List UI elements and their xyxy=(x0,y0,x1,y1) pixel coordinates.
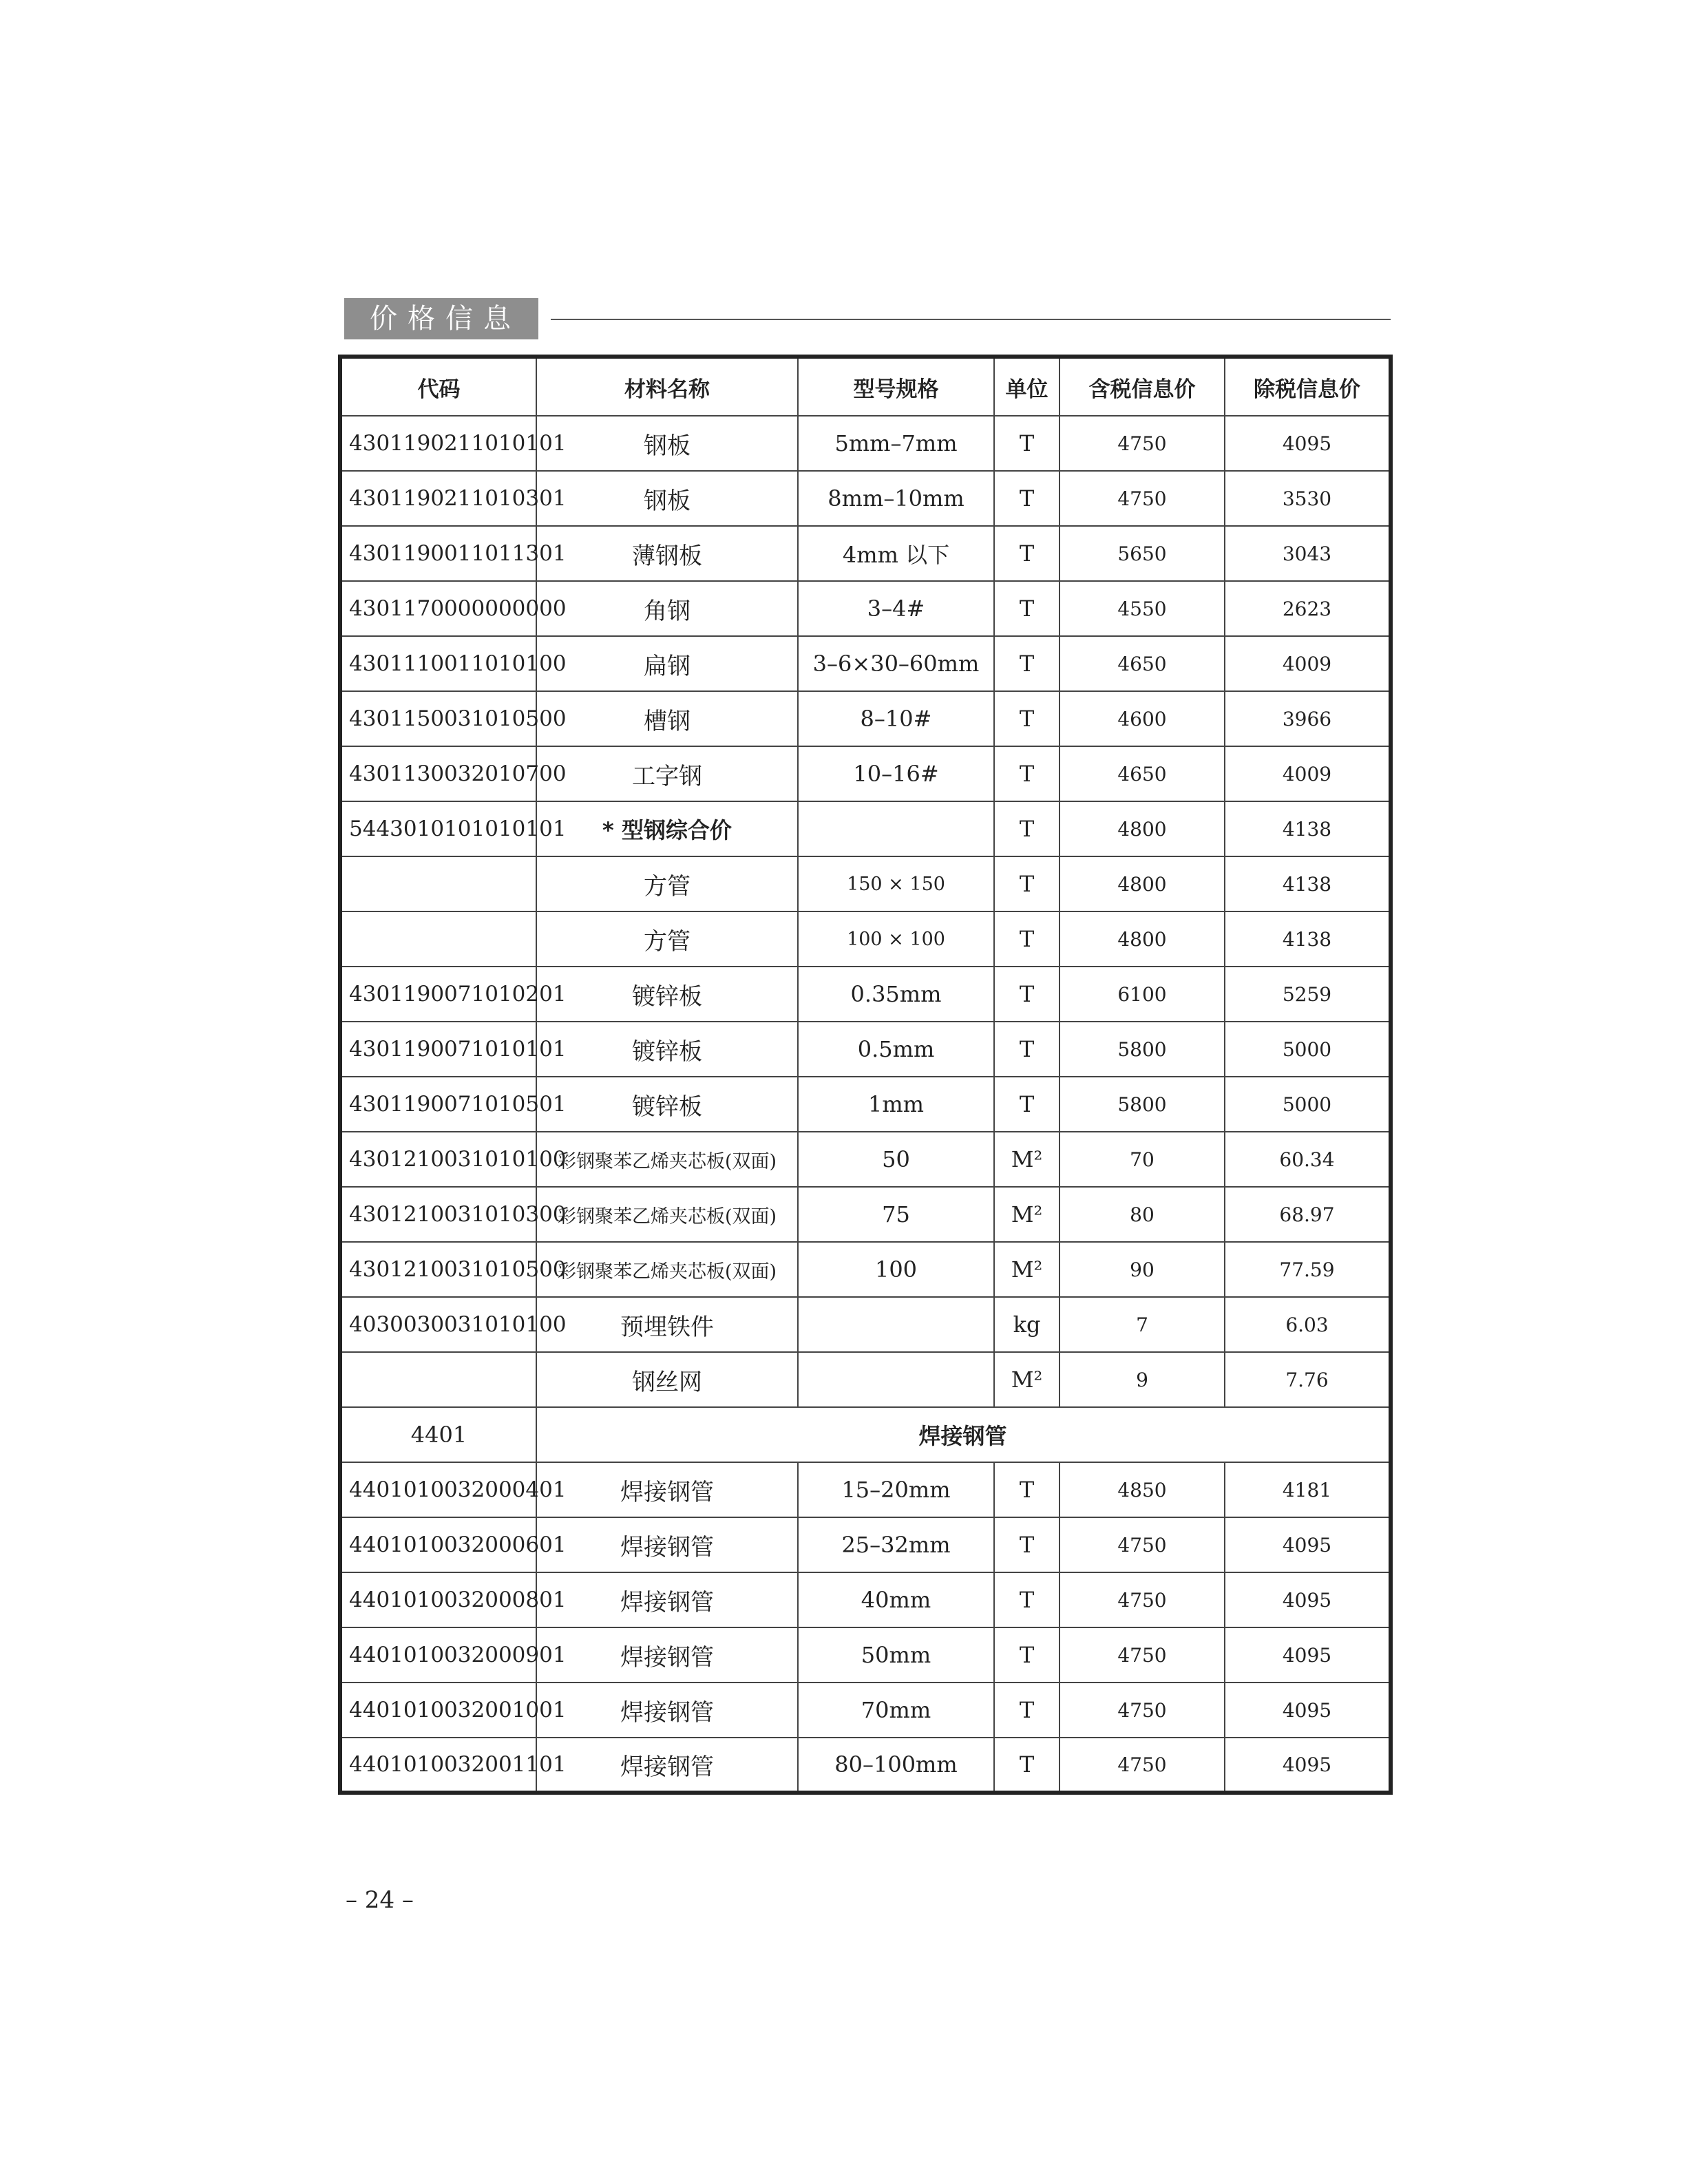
cell-spec: 0.5mm xyxy=(798,1022,994,1077)
cell-code: 4301130032010700 xyxy=(340,746,536,801)
cell-material-name: 焊接钢管 xyxy=(536,1517,798,1572)
cell-unit: T xyxy=(994,581,1059,636)
table-row xyxy=(340,1627,1391,1683)
cell-tax-price: 4550 xyxy=(1059,581,1225,636)
column-header-tax-price: 含税信息价 xyxy=(1059,357,1225,416)
cell-code: 4301210031010500 xyxy=(340,1242,536,1297)
table-row xyxy=(340,1297,1391,1352)
cell-unit: T xyxy=(994,1022,1059,1077)
cell-spec: 150 × 150 xyxy=(798,856,994,911)
cell-code xyxy=(340,911,536,967)
cell-material-name: 焊接钢管 xyxy=(536,1462,798,1517)
cell-spec: 75 xyxy=(798,1187,994,1242)
column-header-code: 代码 xyxy=(340,357,536,416)
cell-ex-tax-price: 4138 xyxy=(1225,911,1391,967)
cell-code: 5443010101010101 xyxy=(340,801,536,856)
cell-ex-tax-price: 3043 xyxy=(1225,526,1391,581)
cell-tax-price: 4650 xyxy=(1059,636,1225,691)
cell-unit: T xyxy=(994,1738,1059,1793)
cell-material-name: 镀锌板 xyxy=(536,1022,798,1077)
cell-material-name: 彩钢聚苯乙烯夹芯板(双面) xyxy=(536,1187,798,1242)
column-header-ex-tax-price: 除税信息价 xyxy=(1225,357,1391,416)
cell-unit: T xyxy=(994,526,1059,581)
cell-tax-price: 4750 xyxy=(1059,1572,1225,1627)
cell-tax-price: 90 xyxy=(1059,1242,1225,1297)
cell-code: 4401010032001001 xyxy=(340,1683,536,1738)
table-row xyxy=(340,1462,1391,1517)
cell-material-name: 钢丝网 xyxy=(536,1352,798,1407)
table-body xyxy=(340,416,1391,1793)
cell-unit: T xyxy=(994,1517,1059,1572)
cell-material-name: 焊接钢管 xyxy=(536,1572,798,1627)
cell-unit: T xyxy=(994,1683,1059,1738)
cell-spec: 8–10# xyxy=(798,691,994,746)
cell-tax-price: 4750 xyxy=(1059,1517,1225,1572)
cell-spec xyxy=(798,801,994,856)
cell-code: 4401010032001101 xyxy=(340,1738,536,1793)
cell-ex-tax-price: 5000 xyxy=(1225,1077,1391,1132)
cell-material-name: 焊接钢管 xyxy=(536,1683,798,1738)
table-row xyxy=(340,746,1391,801)
cell-code: 4401010032000601 xyxy=(340,1517,536,1572)
cell-tax-price: 4750 xyxy=(1059,1738,1225,1793)
cell-ex-tax-price: 4138 xyxy=(1225,801,1391,856)
cell-spec: 50 xyxy=(798,1132,994,1187)
cell-ex-tax-price: 4095 xyxy=(1225,1572,1391,1627)
table-row xyxy=(340,581,1391,636)
cell-code: 4301190071010201 xyxy=(340,967,536,1022)
cell-ex-tax-price: 2623 xyxy=(1225,581,1391,636)
cell-ex-tax-price: 4009 xyxy=(1225,746,1391,801)
cell-ex-tax-price: 3966 xyxy=(1225,691,1391,746)
cell-unit: kg xyxy=(994,1297,1059,1352)
cell-material-name: 扁钢 xyxy=(536,636,798,691)
cell-tax-price: 5650 xyxy=(1059,526,1225,581)
cell-unit: T xyxy=(994,1462,1059,1517)
table-row xyxy=(340,636,1391,691)
cell-material-name: 焊接钢管 xyxy=(536,1738,798,1793)
cell-material-name: 槽钢 xyxy=(536,691,798,746)
cell-tax-price: 4750 xyxy=(1059,416,1225,471)
section-code: 4401 xyxy=(340,1407,536,1462)
cell-tax-price: 80 xyxy=(1059,1187,1225,1242)
table-row xyxy=(340,967,1391,1022)
cell-spec: 8mm–10mm xyxy=(798,471,994,526)
column-header-spec: 型号规格 xyxy=(798,357,994,416)
cell-code: 4301150031010500 xyxy=(340,691,536,746)
cell-tax-price: 70 xyxy=(1059,1132,1225,1187)
cell-code: 4301190211010101 xyxy=(340,416,536,471)
cell-spec xyxy=(798,1352,994,1407)
cell-code xyxy=(340,856,536,911)
column-header-name: 材料名称 xyxy=(536,357,798,416)
cell-unit: T xyxy=(994,911,1059,967)
cell-spec: 15–20mm xyxy=(798,1462,994,1517)
price-table xyxy=(338,355,1393,1795)
cell-unit: M² xyxy=(994,1187,1059,1242)
section-title: 焊接钢管 xyxy=(536,1407,1391,1462)
table-row xyxy=(340,1572,1391,1627)
cell-tax-price: 4600 xyxy=(1059,691,1225,746)
cell-unit: T xyxy=(994,1572,1059,1627)
cell-material-name: 钢板 xyxy=(536,471,798,526)
cell-code: 4301190011011301 xyxy=(340,526,536,581)
cell-unit: T xyxy=(994,416,1059,471)
cell-unit: T xyxy=(994,856,1059,911)
cell-ex-tax-price: 6.03 xyxy=(1225,1297,1391,1352)
cell-ex-tax-price: 5000 xyxy=(1225,1022,1391,1077)
cell-spec: 5mm–7mm xyxy=(798,416,994,471)
table-row xyxy=(340,1242,1391,1297)
cell-material-name: 彩钢聚苯乙烯夹芯板(双面) xyxy=(536,1242,798,1297)
cell-material-name: 焊接钢管 xyxy=(536,1627,798,1683)
table-row xyxy=(340,691,1391,746)
cell-tax-price: 4800 xyxy=(1059,856,1225,911)
cell-spec: 4mm 以下 xyxy=(798,526,994,581)
page-number: – 24 – xyxy=(346,1886,414,1914)
cell-material-name: 薄钢板 xyxy=(536,526,798,581)
cell-tax-price: 4750 xyxy=(1059,1627,1225,1683)
cell-material-name: * 型钢综合价 xyxy=(536,801,798,856)
table-row xyxy=(340,1022,1391,1077)
table-row xyxy=(340,1132,1391,1187)
cell-tax-price: 4650 xyxy=(1059,746,1225,801)
cell-ex-tax-price: 4181 xyxy=(1225,1462,1391,1517)
section-title-tab: 价格信息 xyxy=(344,298,538,339)
cell-code: 4301110011010100 xyxy=(340,636,536,691)
cell-tax-price: 4750 xyxy=(1059,471,1225,526)
cell-material-name: 方管 xyxy=(536,911,798,967)
cell-spec: 50mm xyxy=(798,1627,994,1683)
cell-unit: T xyxy=(994,801,1059,856)
table-row xyxy=(340,856,1391,911)
section-rule xyxy=(551,319,1391,320)
cell-code: 4301190071010101 xyxy=(340,1022,536,1077)
cell-unit: M² xyxy=(994,1242,1059,1297)
section-row xyxy=(340,1407,1391,1462)
cell-tax-price: 6100 xyxy=(1059,967,1225,1022)
cell-ex-tax-price: 5259 xyxy=(1225,967,1391,1022)
cell-ex-tax-price: 3530 xyxy=(1225,471,1391,526)
cell-tax-price: 4800 xyxy=(1059,801,1225,856)
cell-material-name: 镀锌板 xyxy=(536,967,798,1022)
cell-spec: 1mm xyxy=(798,1077,994,1132)
table-row xyxy=(340,1077,1391,1132)
table-row xyxy=(340,1187,1391,1242)
cell-tax-price: 4850 xyxy=(1059,1462,1225,1517)
cell-spec: 10–16# xyxy=(798,746,994,801)
cell-ex-tax-price: 4095 xyxy=(1225,1738,1391,1793)
table-row xyxy=(340,471,1391,526)
cell-spec: 3–4# xyxy=(798,581,994,636)
cell-tax-price: 7 xyxy=(1059,1297,1225,1352)
cell-material-name: 角钢 xyxy=(536,581,798,636)
cell-spec xyxy=(798,1297,994,1352)
cell-code: 4301190071010501 xyxy=(340,1077,536,1132)
cell-ex-tax-price: 4138 xyxy=(1225,856,1391,911)
table-row xyxy=(340,801,1391,856)
cell-ex-tax-price: 68.97 xyxy=(1225,1187,1391,1242)
cell-unit: M² xyxy=(994,1352,1059,1407)
cell-code: 4030030031010100 xyxy=(340,1297,536,1352)
cell-tax-price: 4800 xyxy=(1059,911,1225,967)
cell-spec: 25–32mm xyxy=(798,1517,994,1572)
cell-code: 4401010032000801 xyxy=(340,1572,536,1627)
cell-spec: 3–6×30–60mm xyxy=(798,636,994,691)
cell-ex-tax-price: 60.34 xyxy=(1225,1132,1391,1187)
cell-unit: T xyxy=(994,1077,1059,1132)
cell-code: 4401010032000901 xyxy=(340,1627,536,1683)
table-row xyxy=(340,911,1391,967)
cell-ex-tax-price: 4095 xyxy=(1225,1517,1391,1572)
cell-spec: 100 × 100 xyxy=(798,911,994,967)
cell-material-name: 镀锌板 xyxy=(536,1077,798,1132)
cell-code: 4301210031010100 xyxy=(340,1132,536,1187)
cell-code: 4401010032000401 xyxy=(340,1462,536,1517)
cell-ex-tax-price: 4095 xyxy=(1225,416,1391,471)
cell-material-name: 工字钢 xyxy=(536,746,798,801)
cell-spec: 70mm xyxy=(798,1683,994,1738)
cell-unit: T xyxy=(994,746,1059,801)
cell-unit: T xyxy=(994,1627,1059,1683)
cell-ex-tax-price: 7.76 xyxy=(1225,1352,1391,1407)
cell-ex-tax-price: 4095 xyxy=(1225,1627,1391,1683)
table-row xyxy=(340,1683,1391,1738)
cell-unit: T xyxy=(994,636,1059,691)
cell-unit: T xyxy=(994,471,1059,526)
table-row xyxy=(340,416,1391,471)
cell-tax-price: 9 xyxy=(1059,1352,1225,1407)
cell-ex-tax-price: 4009 xyxy=(1225,636,1391,691)
cell-material-name: 彩钢聚苯乙烯夹芯板(双面) xyxy=(536,1132,798,1187)
cell-material-name: 方管 xyxy=(536,856,798,911)
cell-unit: M² xyxy=(994,1132,1059,1187)
cell-ex-tax-price: 77.59 xyxy=(1225,1242,1391,1297)
cell-ex-tax-price: 4095 xyxy=(1225,1683,1391,1738)
cell-unit: T xyxy=(994,691,1059,746)
column-header-unit: 单位 xyxy=(994,357,1059,416)
cell-code: 4301210031010300 xyxy=(340,1187,536,1242)
cell-code xyxy=(340,1352,536,1407)
cell-spec: 80–100mm xyxy=(798,1738,994,1793)
cell-tax-price: 4750 xyxy=(1059,1683,1225,1738)
table-row xyxy=(340,1738,1391,1793)
cell-spec: 100 xyxy=(798,1242,994,1297)
cell-code: 4301190211010301 xyxy=(340,471,536,526)
table-row xyxy=(340,526,1391,581)
cell-code: 4301170000000000 xyxy=(340,581,536,636)
cell-material-name: 预埋铁件 xyxy=(536,1297,798,1352)
table-row xyxy=(340,1517,1391,1572)
cell-tax-price: 5800 xyxy=(1059,1022,1225,1077)
cell-unit: T xyxy=(994,967,1059,1022)
cell-spec: 40mm xyxy=(798,1572,994,1627)
table-row xyxy=(340,1352,1391,1407)
cell-spec: 0.35mm xyxy=(798,967,994,1022)
cell-material-name: 钢板 xyxy=(536,416,798,471)
table-header-row xyxy=(340,357,1391,416)
cell-tax-price: 5800 xyxy=(1059,1077,1225,1132)
